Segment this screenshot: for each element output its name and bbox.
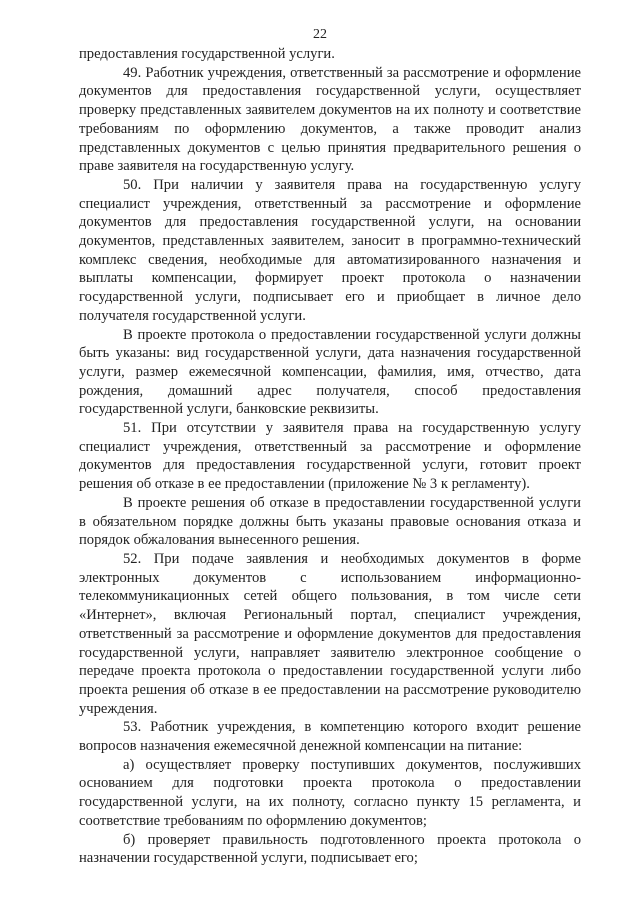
paragraph-50-protocol-contents: В проекте протокола о предоставлении государственной услуги должны быть указаны: вид государственной услуги, дата назначения государственной услуги, размер ежемесячной компенсации, фамилия, имя, отчество, дата рождения, домашний адрес получателя, способ предоставления государственной услуги, банковские реквизиты. xyxy=(79,326,581,418)
paragraph-52: 52. При подаче заявления и необходимых документов в форме электронных документов с использованием информационно-телекоммуникационных сетей общего пользования, в том числе сети «Интернет», включая Региональный портал, специалист учреждения, ответственный за рассмотрение и оформление документов для предоставления государственной услуги, направляет заявителю электронное сообщение о передаче проекта протокола о предоставлении государственной услуги либо проекта решения об отказе в ее предоставлении на рассмотрение руководителю учреждения. xyxy=(79,550,581,717)
paragraph-continuation: предоставления государственной услуги. xyxy=(79,46,335,62)
paragraph-53-item-a: а) осуществляет проверку поступивших документов, послуживших основанием для подготовки проекта протокола о предоставлении государственной услуги, на их полноту, согласно пункту 15 регламента, и соответствие требованиям по оформлению документов; xyxy=(79,756,581,829)
page-number: 22 xyxy=(313,27,327,42)
paragraph-50: 50. При наличии у заявителя права на государственную услугу специалист учреждения, ответственный за рассмотрение и оформление документов для предоставления государственной услуги, на основании документов, представленных заявителем, заносит в программно-технический комплекс сведения, необходимые для автоматизированного назначения и выплаты компенсации, формирует проект протокола о назначении государственной услуги, подписывает его и приобщает в личное дело получателя государственной услуги. xyxy=(79,176,581,324)
paragraph-53: 53. Работник учреждения, в компетенцию которого входит решение вопросов назначения ежемесячной денежной компенсации на питание: xyxy=(79,719,581,755)
paragraph-53-item-b: б) проверяет правильность подготовленного проекта протокола о назначении государственной услуги, подписывает его; xyxy=(79,831,581,867)
document-body xyxy=(79,45,581,868)
paragraph-51-refusal-contents: В проекте решения об отказе в предоставлении государственной услуги в обязательном порядке должны быть указаны правовые основания отказа и порядок обжалования вынесенного решения. xyxy=(79,494,581,549)
paragraph-51: 51. При отсутствии у заявителя права на государственную услугу специалист учреждения, ответственный за рассмотрение и оформление документов для предоставления государственной услуги, готовит проект решения об отказе в ее предоставлении (приложение № 3 к регламенту). xyxy=(79,420,581,493)
paragraph-49: 49. Работник учреждения, ответственный за рассмотрение и оформление документов для предоставления государственной услуги, осуществляет проверку представленных заявителем документов на их полноту и соответствие требованиям по оформлению документов, а также проводит анализ представленных документов с целью принятия предварительного решения о праве заявителя на государственную услугу. xyxy=(79,64,581,175)
